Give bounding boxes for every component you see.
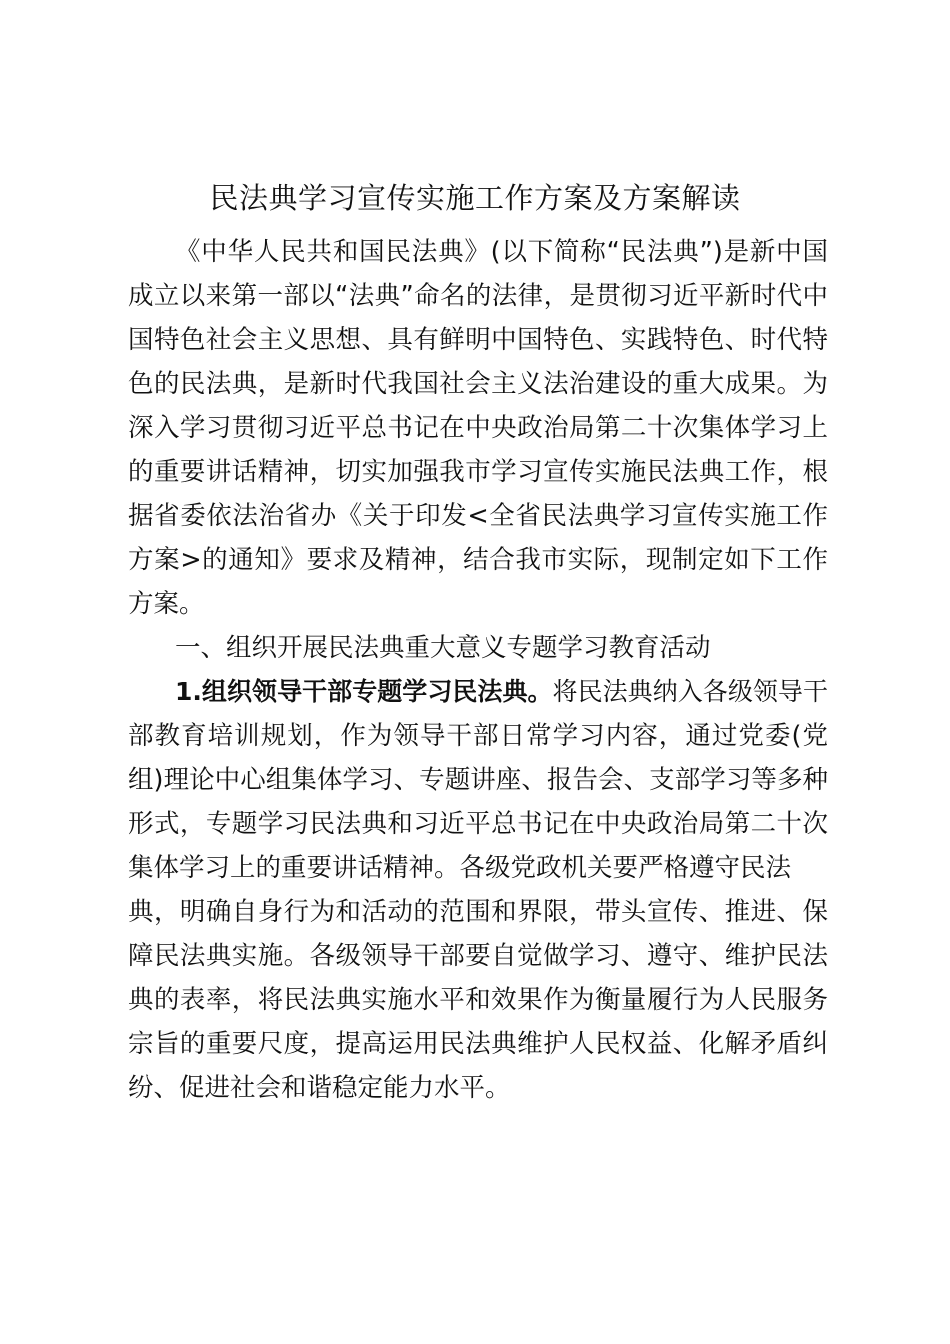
document-title: 民法典学习宣传实施工作方案及方案解读 (209, 181, 741, 215)
intro-line: 方案>的通知》要求及精神，结合我市实际，现制定如下工作 (128, 545, 828, 575)
intro-line: 国特色社会主义思想、具有鲜明中国特色、实践特色、时代特 (128, 325, 828, 355)
item1-first-line (175, 670, 828, 714)
item1-first-line-text: 将民法典纳入各级领导干 (552, 677, 828, 706)
item1-line: 组)理论中心组集体学习、专题讲座、报告会、支部学习等多种 (128, 765, 828, 795)
item1-line: 纷、促进社会和谐稳定能力水平。 (128, 1073, 511, 1103)
item1-line: 典，明确自身行为和活动的范围和界限，带头宣传、推进、保 (128, 897, 828, 927)
item1-line: 部教育培训规划，作为领导干部日常学习内容，通过党委(党 (128, 721, 828, 751)
item1-line: 典的表率，将民法典实施水平和效果作为衡量履行为人民服务 (128, 985, 828, 1015)
intro-line: 成立以来第一部以“法典”命名的法律，是贯彻习近平新时代中 (128, 281, 828, 311)
intro-line: 色的民法典，是新时代我国社会主义法治建设的重大成果。为 (128, 369, 828, 399)
item1-line: 形式，专题学习民法典和习近平总书记在中央政治局第二十次 (128, 809, 828, 839)
item1-bold-lead: 1.组织领导干部专题学习民法典。 (175, 677, 553, 706)
intro-line: 据省委依法治省办《关于印发<全省民法典学习宣传实施工作 (128, 501, 828, 531)
intro-line: 《中华人民共和国民法典》(以下简称“民法典”)是新中国 (175, 237, 828, 267)
item1-line: 宗旨的重要尺度，提高运用民法典维护人民权益、化解矛盾纠 (128, 1029, 828, 1059)
item1-line: 集体学习上的重要讲话精神。各级党政机关要严格遵守民法 (128, 853, 792, 883)
intro-line: 深入学习贯彻习近平总书记在中央政治局第二十次集体学习上 (128, 413, 828, 443)
item1-line: 障民法典实施。各级领导干部要自觉做学习、遵守、维护民法 (128, 941, 828, 971)
intro-line: 方案。 (128, 589, 205, 619)
section-heading: 一、组织开展民法典重大意义专题学习教育活动 (175, 633, 711, 663)
intro-line: 的重要讲话精神，切实加强我市学习宣传实施民法典工作，根 (128, 457, 828, 487)
